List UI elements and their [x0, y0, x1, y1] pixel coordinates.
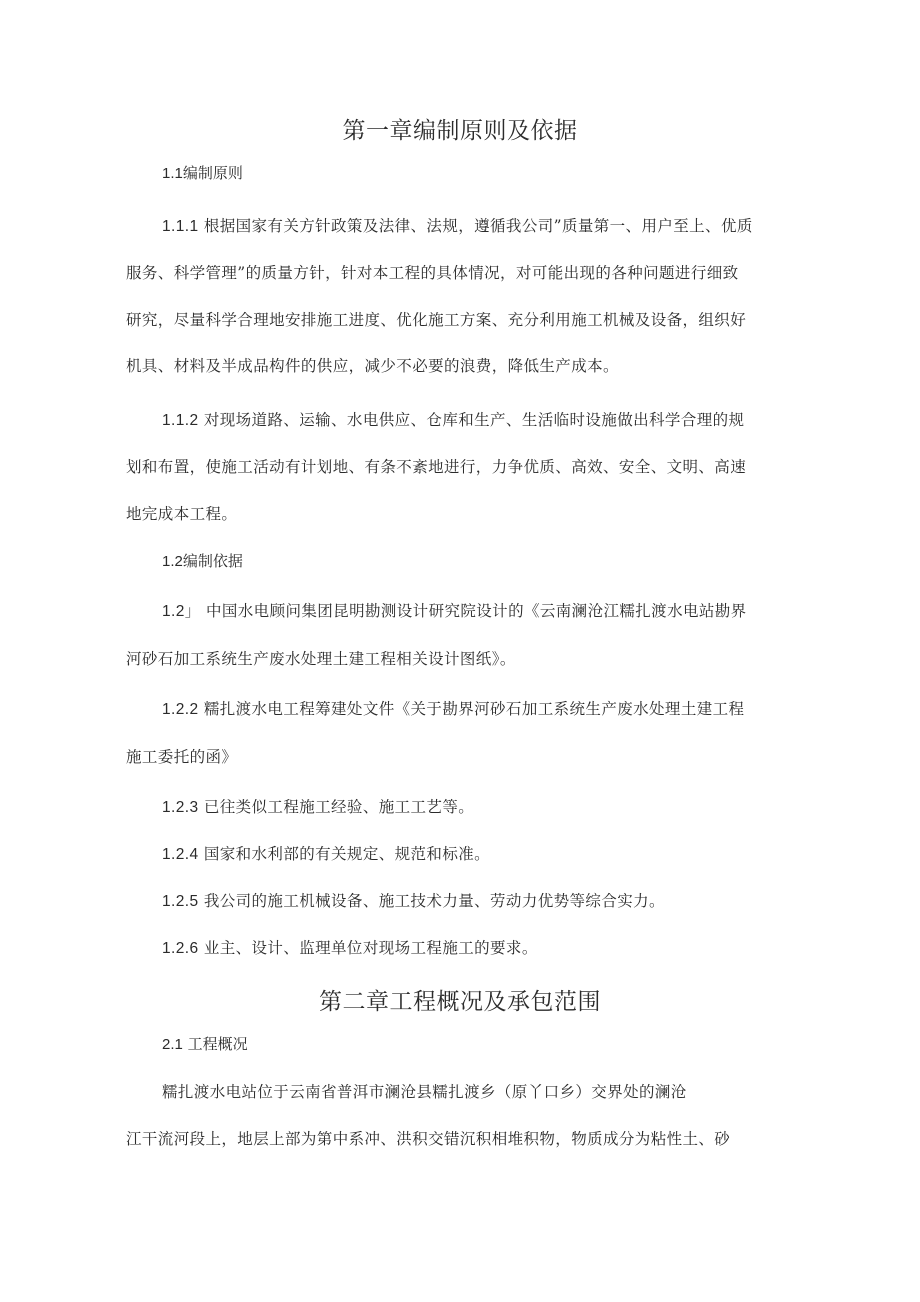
paragraph-text: 根据国家有关方针政策及法律、法规，遵循我公司”质量第一、用户至上、优质 — [203, 217, 753, 235]
paragraph-1-2-2-line: 施工委托的函》 — [126, 748, 238, 766]
paragraph-1-1-1-line: 机具、材料及半成品构件的供应，减少不必要的浪费，降低生产成本。 — [126, 357, 619, 375]
paragraph-1-1-1-line: 服务、科学管理”的质量方针，针对本工程的具体情况，对可能出现的各种问题进行细致 — [126, 264, 739, 282]
section-title: 工程概况 — [187, 1035, 248, 1053]
section-2-1-heading — [162, 1033, 248, 1054]
clause-number: 1.2.2 — [162, 701, 199, 718]
chapter-1-title: 第一章编制原则及依据 — [342, 118, 578, 144]
paragraph-1-2-6 — [162, 936, 538, 958]
paragraph-1-2-3 — [162, 795, 474, 817]
paragraph-text: 我公司的施工机械设备、施工技术力量、劳动力优势等综合实力。 — [203, 892, 665, 910]
section-1-1-heading — [162, 162, 243, 183]
paragraph-text: 对现场道路、运输、水电供应、仓库和生产、生活临时设施做出科学合理的规 — [203, 411, 745, 429]
paragraph-1-2-5 — [162, 889, 665, 911]
section-1-2-heading — [162, 550, 243, 571]
section-number: 1.1 — [162, 165, 183, 182]
paragraph-text: 已往类似工程施工经验、施工工艺等。 — [203, 798, 475, 816]
paragraph-text: 国家和水利部的有关规定、规范和标准。 — [203, 845, 491, 863]
paragraph-1-1-1-line — [162, 214, 753, 236]
paragraph-1-2-2-line — [162, 697, 744, 719]
paragraph-text: 糯扎渡水电工程筹建处文件《关于勘界河砂石加工系统生产废水处理土建工程 — [203, 700, 745, 718]
chapter-2-title: 第二章工程概况及承包范围 — [319, 989, 601, 1015]
paragraph-1-2-1-line: 河砂石加工系统生产废水处理土建工程相关设计图纸》。 — [126, 650, 516, 668]
paragraph-1-2-4 — [162, 842, 490, 864]
paragraph-text: 中国水电顾问集团昆明勘测设计研究院设计的《云南澜沧江糯扎渡水电站勘界 — [205, 602, 747, 620]
section-number: 2.1 — [162, 1036, 183, 1053]
paragraph-2-1-line: 糯扎渡水电站位于云南省普洱市澜沧县糯扎渡乡（原丫口乡）交界处的澜沧 — [162, 1083, 687, 1101]
paragraph-1-1-2-line: 地完成本工程。 — [126, 505, 238, 523]
clause-number: 1.2」 — [162, 603, 201, 620]
paragraph-1-1-2-line: 划和布置，使施工活动有计划地、有条不紊地进行，力争优质、高效、安全、文明、高速 — [126, 458, 747, 476]
clause-number: 1.1.1 — [162, 218, 199, 235]
section-title: 编制原则 — [182, 164, 243, 182]
section-title: 编制依据 — [182, 552, 243, 570]
paragraph-1-2-1-line — [162, 599, 747, 621]
clause-number: 1.2.4 — [162, 846, 199, 863]
paragraph-text: 业主、设计、监理单位对现场工程施工的要求。 — [203, 939, 538, 957]
clause-number: 1.2.6 — [162, 940, 199, 957]
clause-number: 1.2.5 — [162, 893, 199, 910]
clause-number: 1.2.3 — [162, 799, 199, 816]
clause-number: 1.1.2 — [162, 412, 199, 429]
section-number: 1.2 — [162, 553, 183, 570]
paragraph-1-1-2-line — [162, 408, 744, 430]
paragraph-2-1-line: 江干流河段上，地层上部为第中系冲、洪积交错沉积相堆积物，物质成分为粘性土、砂 — [126, 1130, 731, 1148]
paragraph-1-1-1-line: 研究，尽量科学合理地安排施工进度、优化施工方案、充分利用施工机械及设备，组织好 — [126, 311, 747, 329]
